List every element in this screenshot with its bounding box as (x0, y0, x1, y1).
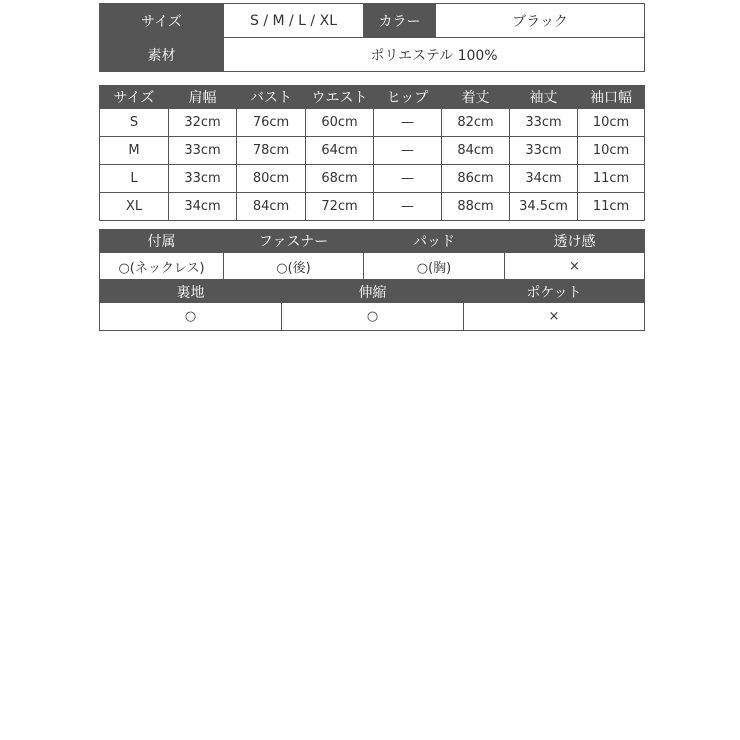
size-header-cell: 袖口幅 (578, 86, 645, 109)
stretch-value: ○ (282, 303, 464, 331)
table-cell: 84cm (442, 137, 510, 165)
table-cell: 88cm (442, 193, 510, 221)
table-cell: 32cm (169, 109, 237, 137)
table-cell: 60cm (306, 109, 374, 137)
size-header-cell: バスト (237, 86, 306, 109)
size-chart-table (99, 85, 645, 221)
table-cell: L (100, 165, 169, 193)
color-label: カラー (364, 4, 436, 38)
table-cell: 34cm (169, 193, 237, 221)
table-cell: 82cm (442, 109, 510, 137)
table-cell: 33cm (510, 109, 578, 137)
size-header-cell: 袖丈 (510, 86, 578, 109)
table-cell: 68cm (306, 165, 374, 193)
size-header-cell: 肩幅 (169, 86, 237, 109)
features-value-row (100, 303, 645, 331)
zipper-value: ○(後) (224, 253, 364, 280)
table-cell: XL (100, 193, 169, 221)
table-cell: 64cm (306, 137, 374, 165)
size-header-cell: ウエスト (306, 86, 374, 109)
features-value-row (100, 253, 645, 280)
size-header-cell: サイズ (100, 86, 169, 109)
table-cell: 33cm (510, 137, 578, 165)
size-header-row (100, 86, 645, 109)
material-value: ポリエステル 100% (224, 38, 645, 72)
table-cell: 80cm (237, 165, 306, 193)
pad-value: ○(胸) (364, 253, 505, 280)
lining-value: ○ (100, 303, 282, 331)
accessory-header: 付属 (100, 230, 224, 253)
features-header-row (100, 230, 645, 253)
pad-header: パッド (364, 230, 505, 253)
table-row (100, 193, 645, 221)
sheerness-header: 透け感 (505, 230, 645, 253)
table-cell: 72cm (306, 193, 374, 221)
material-label: 素材 (100, 38, 224, 72)
table-cell: 84cm (237, 193, 306, 221)
size-header-cell: ヒップ (374, 86, 442, 109)
table-cell: 78cm (237, 137, 306, 165)
stretch-header: 伸縮 (282, 281, 464, 303)
size-value: S / M / L / XL (224, 4, 364, 38)
features-table-1 (99, 229, 645, 280)
table-row (100, 137, 645, 165)
table-cell: 34.5cm (510, 193, 578, 221)
pocket-header: ポケット (464, 281, 645, 303)
table-cell: 34cm (510, 165, 578, 193)
features-table-2 (99, 280, 645, 331)
table-row (100, 165, 645, 193)
pocket-value: × (464, 303, 645, 331)
table-cell: 11cm (578, 193, 645, 221)
color-value: ブラック (436, 4, 645, 38)
table-cell: — (374, 165, 442, 193)
table-cell: 86cm (442, 165, 510, 193)
table-cell: 10cm (578, 137, 645, 165)
zipper-header: ファスナー (224, 230, 364, 253)
sheerness-value: × (505, 253, 645, 280)
table-cell: M (100, 137, 169, 165)
features-header-row (100, 281, 645, 303)
product-info-table (99, 3, 645, 72)
table-cell: 11cm (578, 165, 645, 193)
lining-header: 裏地 (100, 281, 282, 303)
table-cell: 76cm (237, 109, 306, 137)
table-cell: — (374, 109, 442, 137)
table-cell: S (100, 109, 169, 137)
table-row (100, 109, 645, 137)
accessory-value: ○(ネックレス) (100, 253, 224, 280)
table-cell: 33cm (169, 165, 237, 193)
table-cell: 33cm (169, 137, 237, 165)
table-cell: — (374, 193, 442, 221)
size-label: サイズ (100, 4, 224, 38)
table-cell: — (374, 137, 442, 165)
size-header-cell: 着丈 (442, 86, 510, 109)
table-cell: 10cm (578, 109, 645, 137)
